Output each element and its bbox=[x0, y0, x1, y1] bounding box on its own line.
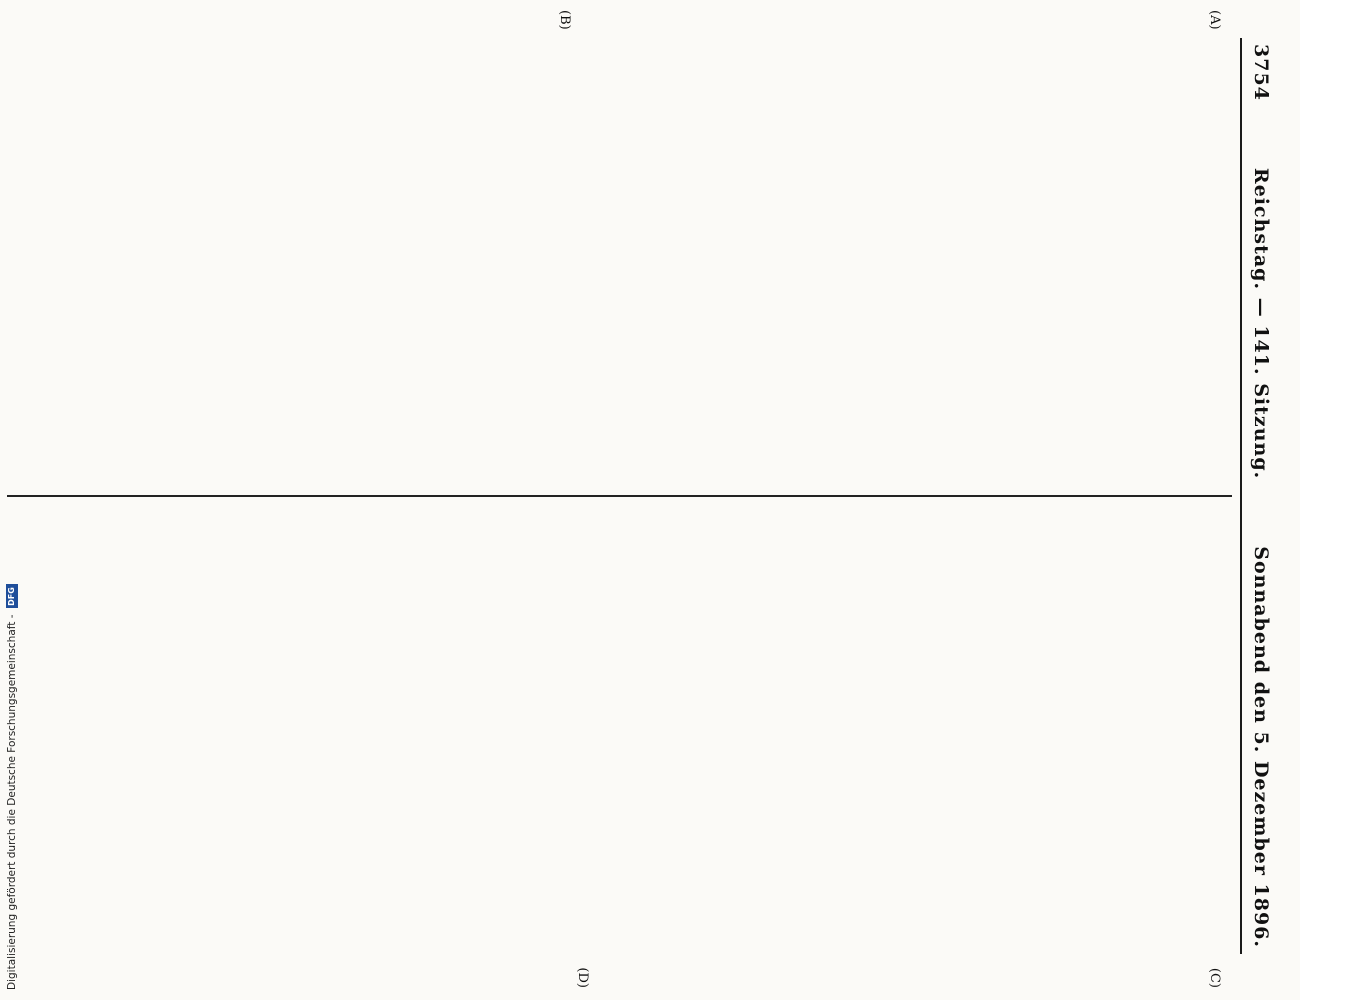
margin-marker-a: (A) bbox=[1207, 10, 1222, 30]
text-columns bbox=[7, 10, 1232, 988]
dfg-logo: DFG bbox=[6, 584, 18, 608]
header-date: Sonnabend den 5. Dezember 1896. bbox=[1250, 546, 1272, 948]
page-header bbox=[1240, 38, 1272, 954]
margin-marker-b: (B) bbox=[557, 10, 572, 30]
margin-marker-c: (C) bbox=[1207, 967, 1222, 988]
credit-text: Digitalisierung gefördert durch die Deutsche Forschungsgemeinschaft - bbox=[6, 614, 18, 990]
right-column bbox=[7, 497, 1232, 988]
page-number: 3754 bbox=[1250, 44, 1272, 101]
left-column bbox=[7, 10, 1232, 495]
header-title: Reichstag. — 141. Sitzung. bbox=[1250, 167, 1272, 480]
margin-marker-d: (D) bbox=[575, 967, 590, 988]
digitization-credit bbox=[6, 584, 18, 990]
